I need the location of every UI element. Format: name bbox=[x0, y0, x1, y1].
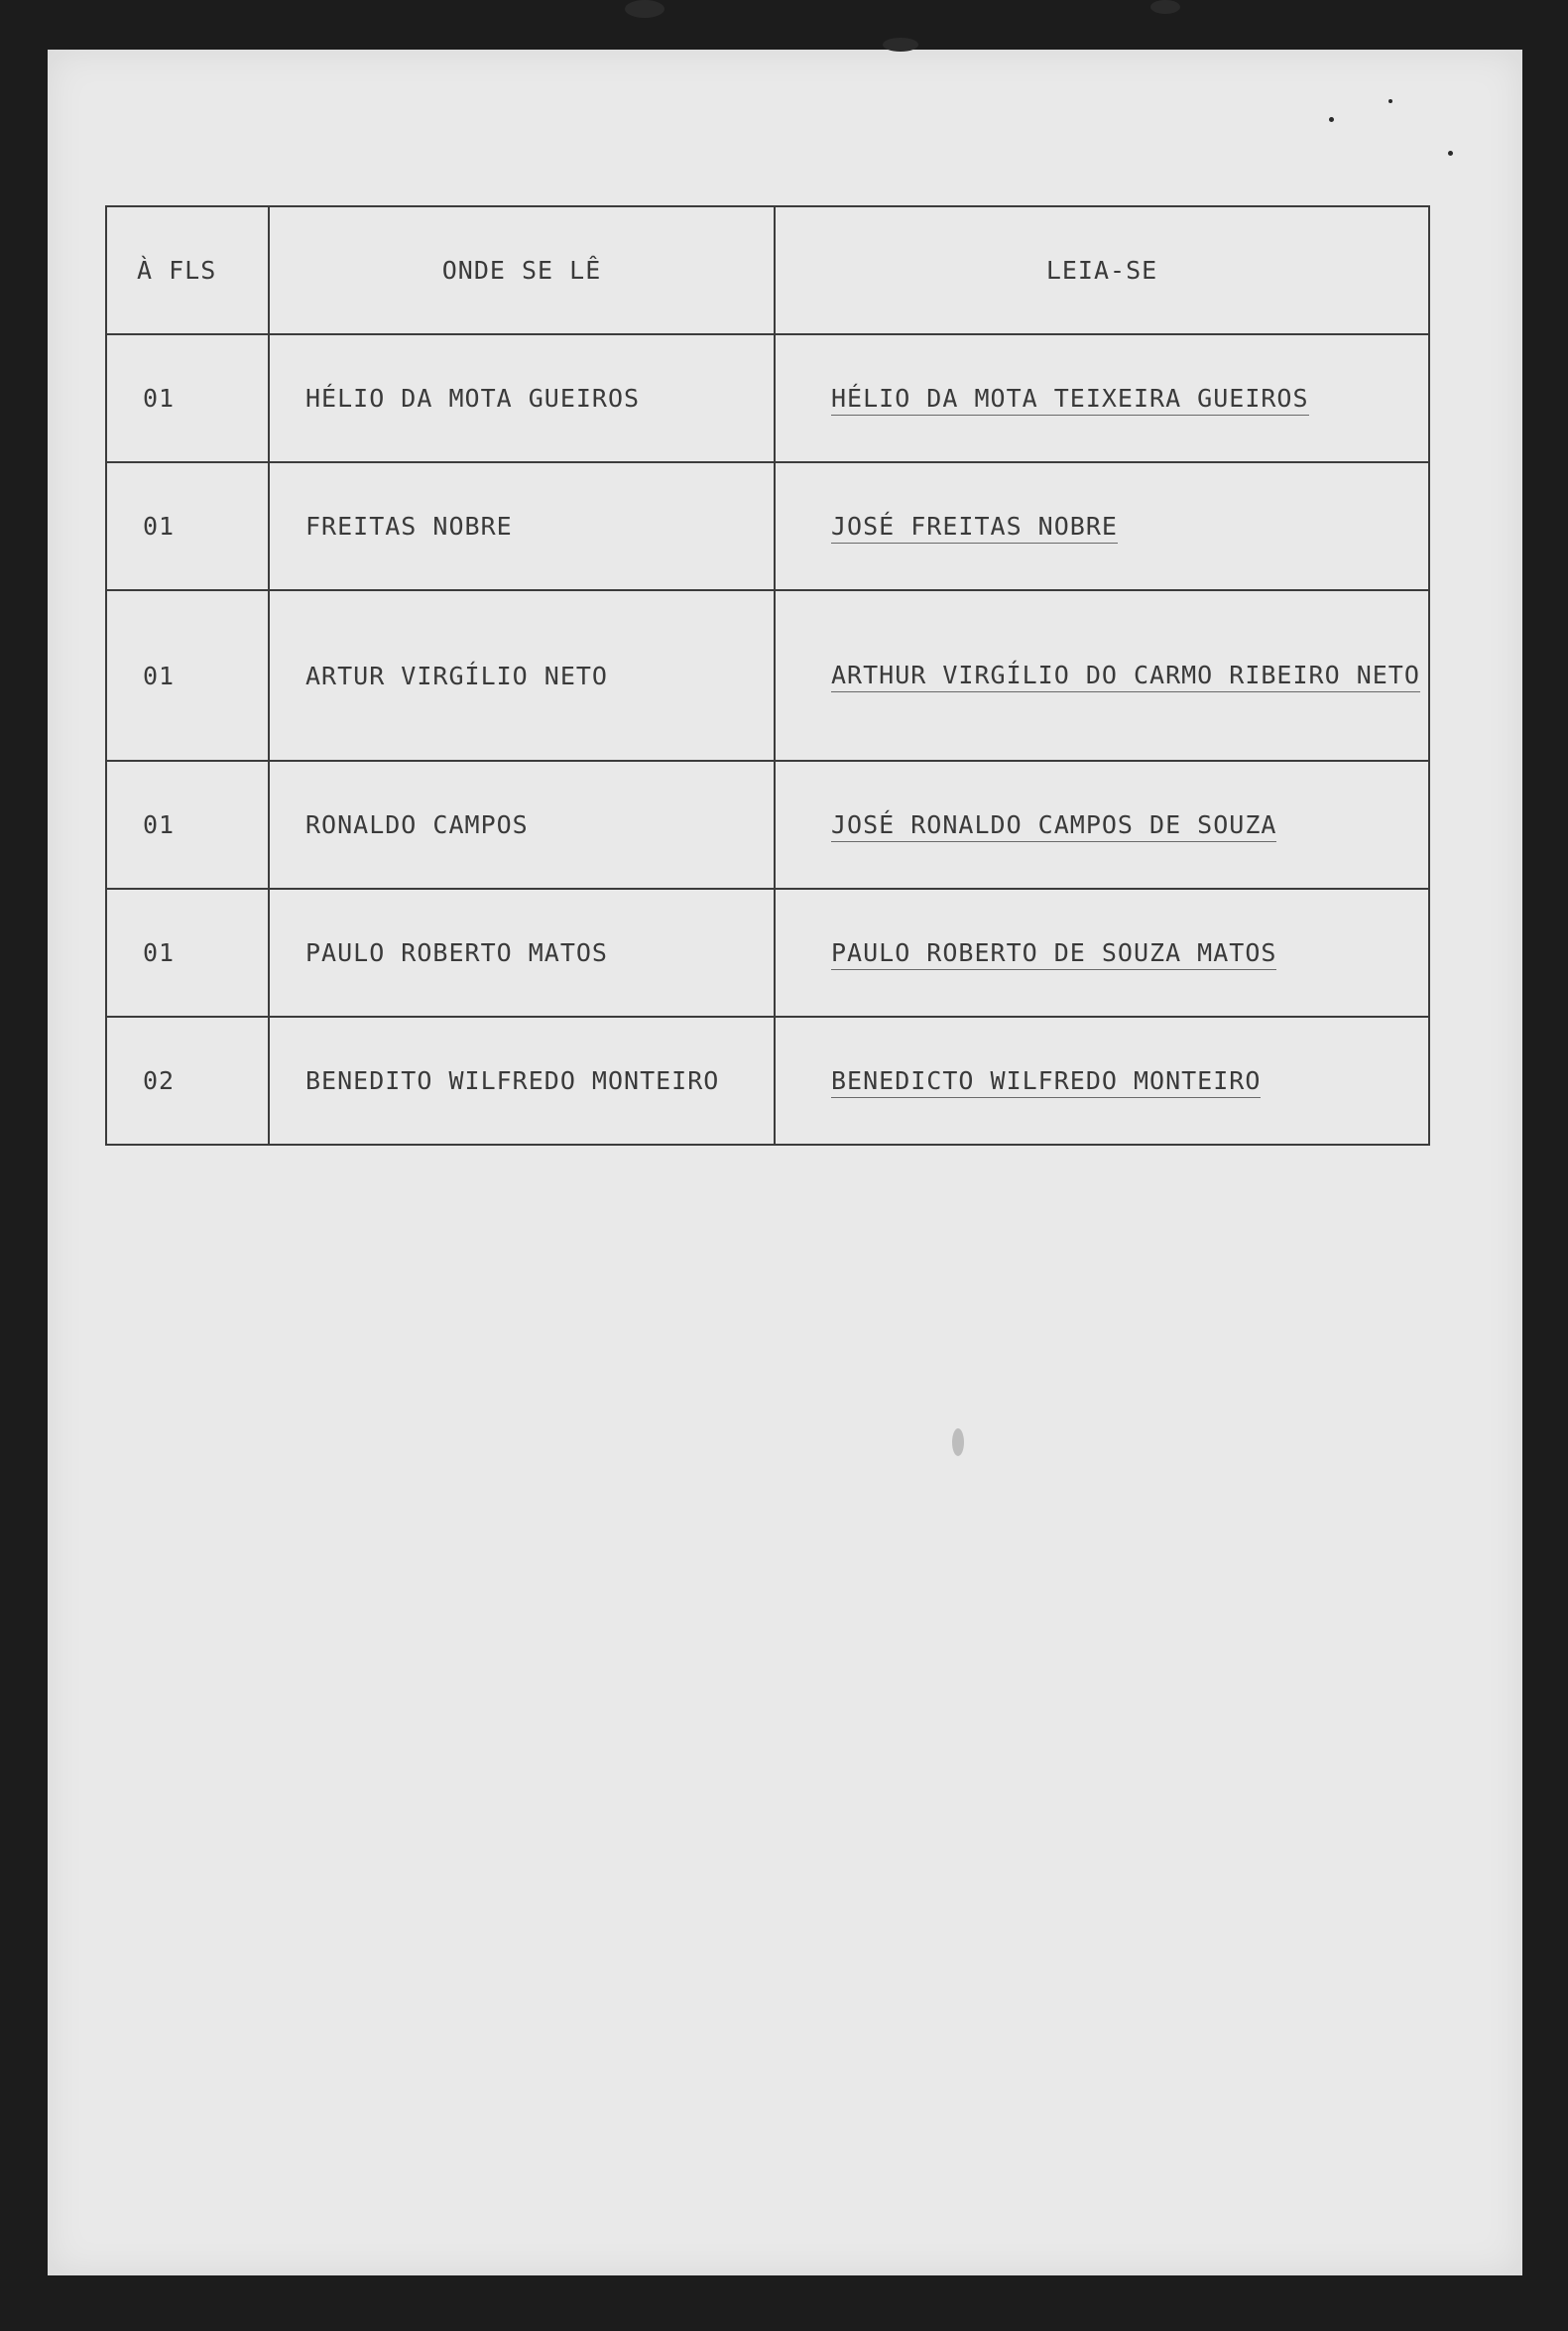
cell-onde-se-le: FREITAS NOBRE bbox=[269, 462, 775, 590]
scan-speck bbox=[1150, 0, 1180, 14]
correction-text: HÉLIO DA MOTA TEIXEIRA GUEIROS bbox=[831, 384, 1309, 416]
cell-leia-se bbox=[775, 761, 1429, 889]
errata-table bbox=[105, 205, 1430, 1146]
scan-speck bbox=[1388, 99, 1392, 103]
cell-leia-se bbox=[775, 462, 1429, 590]
table-row bbox=[106, 334, 1429, 462]
scan-speck bbox=[883, 38, 918, 52]
correction-text: JOSÉ RONALDO CAMPOS DE SOUZA bbox=[831, 810, 1276, 842]
cell-fls: 01 bbox=[106, 761, 269, 889]
header-onde-se-le: ONDE SE LÊ bbox=[269, 206, 775, 334]
correction-text: BENEDICTO WILFREDO MONTEIRO bbox=[831, 1066, 1261, 1098]
cell-fls: 01 bbox=[106, 889, 269, 1017]
table-row bbox=[106, 761, 1429, 889]
cell-onde-se-le: HÉLIO DA MOTA GUEIROS bbox=[269, 334, 775, 462]
cell-fls: 01 bbox=[106, 334, 269, 462]
cell-onde-se-le: PAULO ROBERTO MATOS bbox=[269, 889, 775, 1017]
correction-text: PAULO ROBERTO DE SOUZA MATOS bbox=[831, 938, 1276, 970]
header-leia-se: LEIA-SE bbox=[775, 206, 1429, 334]
correction-text: JOSÉ FREITAS NOBRE bbox=[831, 512, 1118, 544]
correction-text: ARTHUR VIRGÍLIO DO CARMO RIBEIRO NETO bbox=[831, 661, 1420, 692]
cell-leia-se bbox=[775, 590, 1429, 761]
cell-onde-se-le: RONALDO CAMPOS bbox=[269, 761, 775, 889]
cell-fls: 02 bbox=[106, 1017, 269, 1145]
table-row bbox=[106, 590, 1429, 761]
cell-leia-se bbox=[775, 1017, 1429, 1145]
table-row bbox=[106, 462, 1429, 590]
scan-speck bbox=[952, 1428, 964, 1456]
cell-leia-se bbox=[775, 334, 1429, 462]
header-fls: À FLS bbox=[106, 206, 269, 334]
cell-fls: 01 bbox=[106, 590, 269, 761]
table-row bbox=[106, 1017, 1429, 1145]
cell-fls: 01 bbox=[106, 462, 269, 590]
scan-speck bbox=[1329, 117, 1334, 122]
table-header-row bbox=[106, 206, 1429, 334]
cell-onde-se-le: ARTUR VIRGÍLIO NETO bbox=[269, 590, 775, 761]
scan-speck bbox=[625, 0, 664, 18]
cell-onde-se-le: BENEDITO WILFREDO MONTEIRO bbox=[269, 1017, 775, 1145]
cell-leia-se bbox=[775, 889, 1429, 1017]
table-row bbox=[106, 889, 1429, 1017]
scan-speck bbox=[1448, 151, 1453, 156]
